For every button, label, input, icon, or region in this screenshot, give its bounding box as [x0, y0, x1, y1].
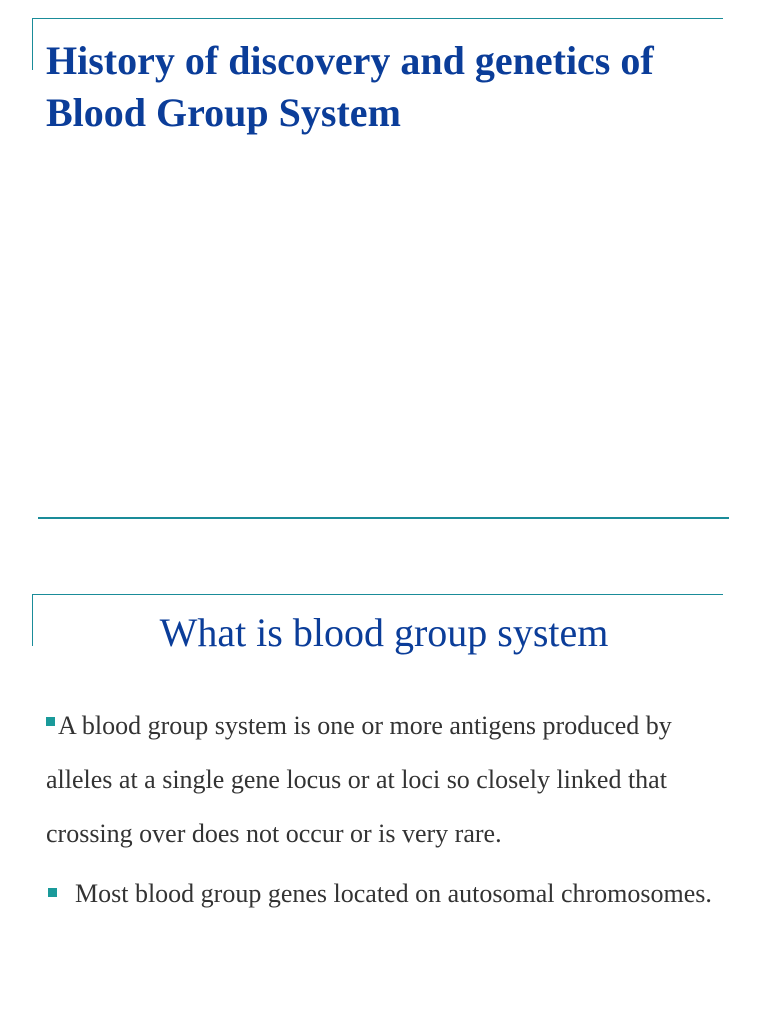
bullet-list — [46, 699, 726, 921]
slide-2 — [0, 540, 768, 1024]
slide-divider — [38, 517, 729, 519]
slide-1-frame-top — [32, 18, 723, 19]
bullet-item — [46, 699, 726, 861]
bullet-text: Most blood group genes located on autosomal chromosomes. — [75, 879, 712, 908]
slide-2-title: What is blood group system — [159, 610, 609, 655]
bullet-text: A blood group system is one or more antigens produced by alleles at a single gene locus or at loci so closely linked that crossing over does not occur or is very rare. — [46, 711, 672, 848]
slide-1-frame-left — [32, 18, 33, 70]
square-bullet-icon — [48, 888, 57, 897]
bullet-item — [46, 867, 726, 921]
slide-1-title: History of discovery and genetics of Blood Group System — [46, 38, 654, 135]
slide-2-frame-top — [32, 594, 723, 595]
square-bullet-icon — [46, 717, 55, 726]
